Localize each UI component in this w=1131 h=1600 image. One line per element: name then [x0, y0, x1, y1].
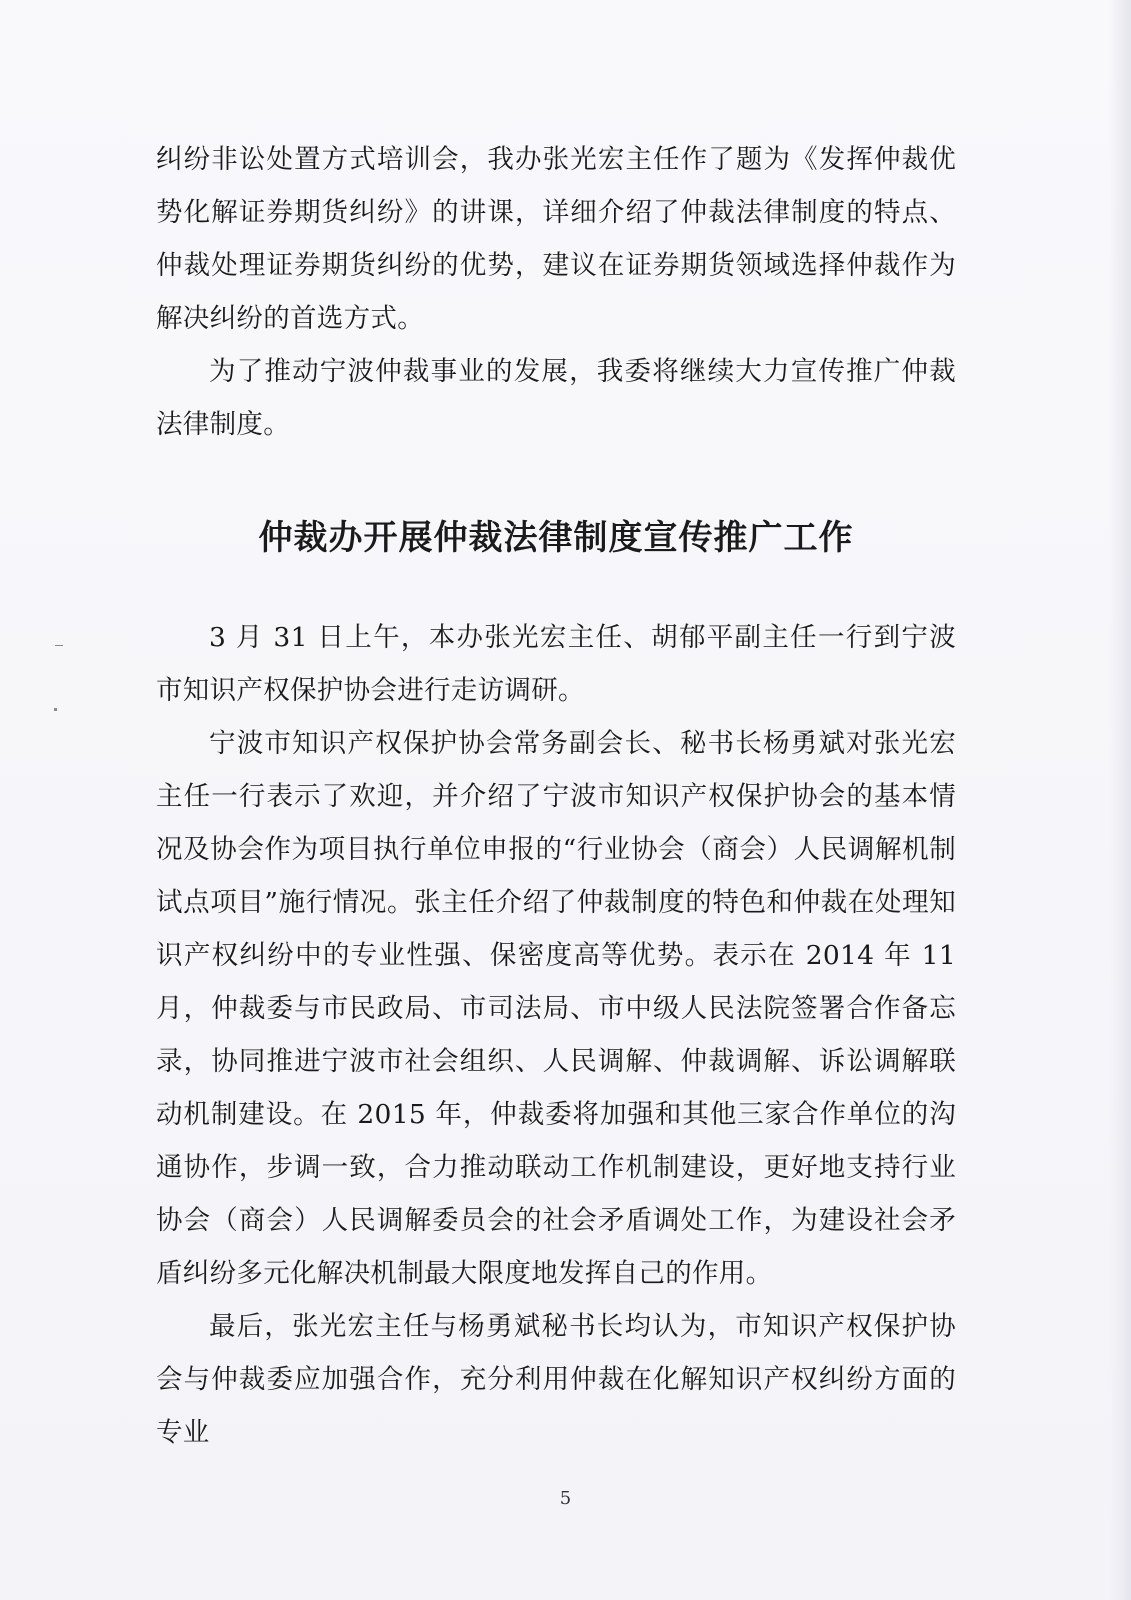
scan-mark-dash [55, 645, 63, 646]
paragraph-conclusion: 最后，张光宏主任与杨勇斌秘书长均认为，市知识产权保护协会与仲裁委应加强合作，充分利用仲裁在化解知识产权纠纷方面的专业 [156, 1311, 956, 1448]
page-number: 5 [559, 1488, 572, 1509]
scan-mark-dot [54, 708, 57, 711]
scan-edge-shadow [1109, 0, 1131, 1600]
section-text-block [156, 611, 956, 1459]
paragraph-visit: 3 月 31 日上午，本办张光宏主任、胡郁平副主任一行到宁波市知识产权保护协会进行走访调研。 [156, 622, 956, 706]
paragraph-closing: 为了推动宁波仲裁事业的发展，我委将继续大力宣传推广仲裁法律制度。 [156, 356, 956, 440]
section-heading: 仲裁办开展仲裁法律制度宣传推广工作 [258, 518, 854, 558]
top-text-block [156, 133, 956, 451]
paragraph-continuation: 纠纷非讼处置方式培训会，我办张光宏主任作了题为《发挥仲裁优势化解证券期货纠纷》的讲课，详细介绍了仲裁法律制度的特点、仲裁处理证券期货纠纷的优势，建议在证券期货领域选择仲裁作为解决纠纷的首选方式。 [156, 144, 956, 334]
paragraph-introduction: 宁波市知识产权保护协会常务副会长、秘书长杨勇斌对张光宏主任一行表示了欢迎，并介绍了宁波市知识产权保护协会的基本情况及协会作为项目执行单位申报的“行业协会（商会）人民调解机制试点项目”施行情况。张主任介绍了仲裁制度的特色和仲裁在处理知识产权纠纷中的专业性强、保密度高等优势。表示在 2014 年 11 月，仲裁委与市民政局、市司法局、市中级人民法院签署合作备忘录，协同推进宁波市社会组织、人民调解、仲裁调解、诉讼调解联动机制建设。在 2015 年，仲裁委将加强和其他三家合作单位的沟通协作，步调一致，合力推动联动工作机制建设，更好地支持行业协会（商会）人民调解委员会的社会矛盾调处工作，为建设社会矛盾纠纷多元化解决机制最大限度地发挥自己的作用。 [156, 728, 956, 1289]
